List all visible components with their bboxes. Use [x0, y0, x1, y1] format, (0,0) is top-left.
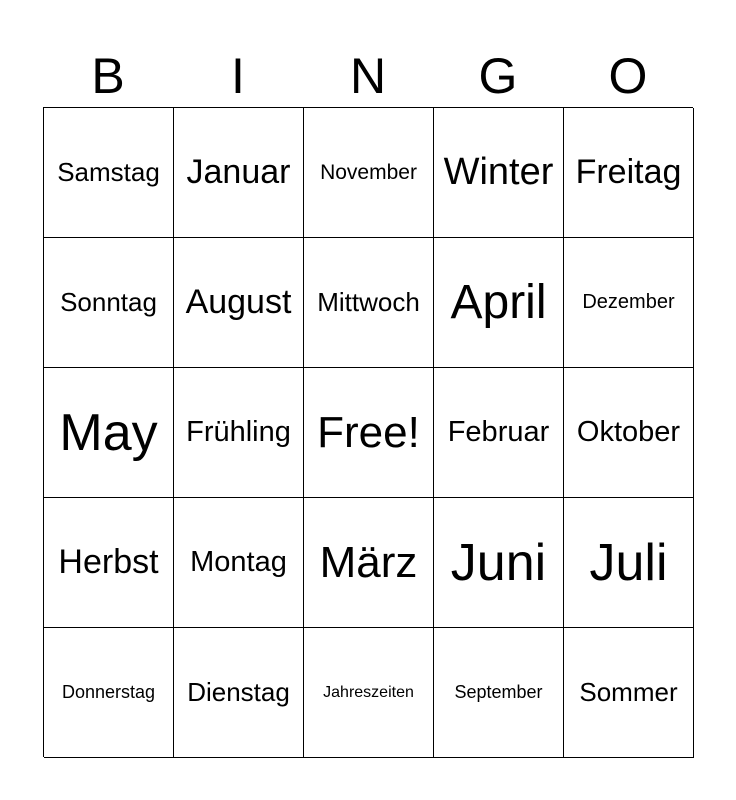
bingo-cell[interactable]: Sonntag: [44, 238, 174, 368]
bingo-cell[interactable]: Donnerstag: [44, 628, 174, 758]
header-letter-i: I: [231, 48, 245, 104]
bingo-cell[interactable]: Sommer: [564, 628, 694, 758]
bingo-cell[interactable]: Oktober: [564, 368, 694, 498]
bingo-cell[interactable]: September: [434, 628, 564, 758]
bingo-cell[interactable]: Dezember: [564, 238, 694, 368]
bingo-cell[interactable]: Juli: [564, 498, 694, 628]
bingo-cell[interactable]: Juni: [434, 498, 564, 628]
bingo-cell[interactable]: Mittwoch: [304, 238, 434, 368]
header-letter-g: G: [478, 48, 518, 104]
header-letter-n: N: [349, 48, 387, 104]
bingo-cell[interactable]: Samstag: [44, 108, 174, 238]
bingo-cell[interactable]: März: [304, 498, 434, 628]
header-letter-o: O: [608, 48, 648, 104]
bingo-cell[interactable]: April: [434, 238, 564, 368]
bingo-cell[interactable]: Frühling: [174, 368, 304, 498]
bingo-cell[interactable]: Montag: [174, 498, 304, 628]
bingo-cell[interactable]: Januar: [174, 108, 304, 238]
bingo-cell[interactable]: May: [44, 368, 174, 498]
bingo-header: [43, 44, 693, 108]
bingo-cell[interactable]: Februar: [434, 368, 564, 498]
bingo-cell[interactable]: Dienstag: [174, 628, 304, 758]
bingo-cell[interactable]: Jahreszeiten: [304, 628, 434, 758]
bingo-cell[interactable]: November: [304, 108, 434, 238]
bingo-cell[interactable]: Herbst: [44, 498, 174, 628]
header-letter-b: B: [91, 48, 125, 104]
bingo-board: [43, 107, 693, 757]
bingo-cell[interactable]: August: [174, 238, 304, 368]
bingo-cell[interactable]: Freitag: [564, 108, 694, 238]
bingo-cell[interactable]: Winter: [434, 108, 564, 238]
free-space-cell[interactable]: Free!: [304, 368, 434, 498]
